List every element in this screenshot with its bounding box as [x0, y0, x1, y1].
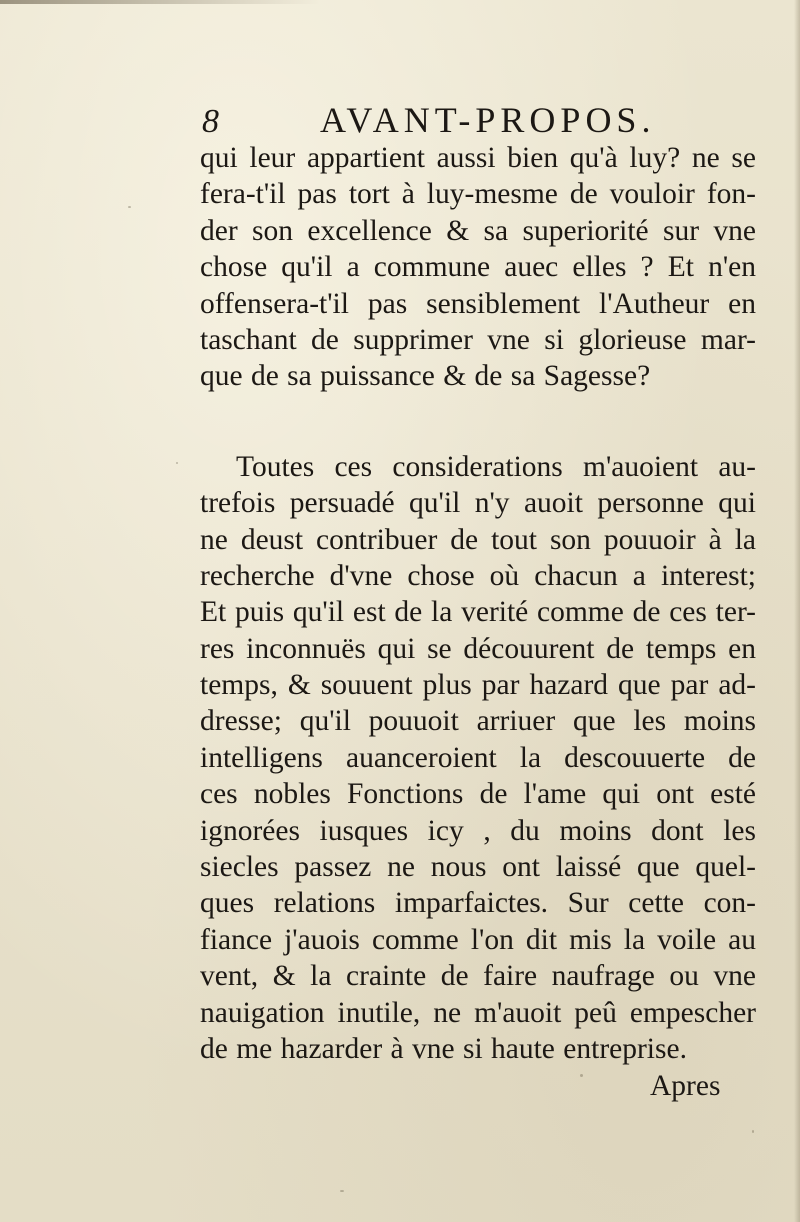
text-line: recherche d'vne chose où chacun a interest;: [200, 559, 756, 592]
text-line: de me hazarder à vne si haute entreprise.: [200, 1032, 687, 1065]
text-line: Toutes ces considerations m'auoient au-: [236, 450, 756, 483]
text-line: der son excellence & sa superiorité sur vne: [200, 214, 756, 247]
page-edge-right: [794, 0, 800, 1222]
text-line: que de sa puissance & de sa Sagesse?: [200, 360, 651, 393]
text-line: qui leur appartient aussi bien qu'à luy? ne se: [200, 142, 756, 174]
text-line: vent, & la crainte de faire naufrage ou vne: [200, 960, 756, 993]
text-line: fiance j'auois comme l'on dit mis la voile au: [200, 923, 756, 956]
text-line: chose qu'il a commune auec elles ? Et n'en: [200, 251, 756, 284]
text-line: intelligens auanceroient la descouuerte de: [200, 741, 756, 774]
text-line: fera-t'il pas tort à luy-mesme de vouloir fon-: [200, 178, 756, 211]
text-line: ces nobles Fonctions de l'ame qui ont esté: [200, 778, 756, 811]
page-header: [198, 96, 758, 146]
text-line: nauigation inutile, ne m'auoit peû empescher: [200, 996, 756, 1029]
page-number: 8: [202, 103, 219, 140]
paragraph-gap: [200, 395, 756, 449]
text-line: temps, & souuent plus par hazard que par ad-: [200, 669, 756, 702]
paragraph-2: [200, 449, 756, 1068]
text-line: taschant de supprimer vne si glorieuse mar-: [200, 323, 756, 356]
running-head: AVANT-PROPOS.: [320, 100, 656, 140]
paragraph-1: [200, 140, 756, 395]
text-line: trefois persuadé qu'il n'y auoit personne qui: [200, 487, 756, 520]
text-line: ques relations imparfaictes. Sur cette con-: [200, 887, 756, 920]
text-line: dresse; qu'il pouuoit arriuer que les moins: [200, 705, 756, 738]
text-line: Et puis qu'il est de la verité comme de ces ter-: [200, 596, 756, 629]
paper-speck: [340, 1190, 344, 1192]
paper-speck: [580, 1074, 583, 1077]
catchword: Apres: [650, 1070, 721, 1102]
text-line: siecles passez ne nous ont laissé que quel-: [200, 851, 756, 884]
paper-speck: [752, 1130, 754, 1133]
text-line: res inconnuës qui se découurent de temps en: [200, 632, 756, 665]
paper-speck: [176, 462, 178, 464]
text-line: ne deust contribuer de tout son pouuoir à la: [200, 523, 756, 556]
text-line: ignorées iusques icy , du moins dont les: [200, 814, 756, 847]
page-edge-shadow: [0, 0, 320, 4]
text-line: offensera-t'il pas sensiblement l'Autheur en: [200, 287, 756, 320]
body-text: [200, 140, 756, 1067]
paper-speck: [128, 206, 131, 208]
